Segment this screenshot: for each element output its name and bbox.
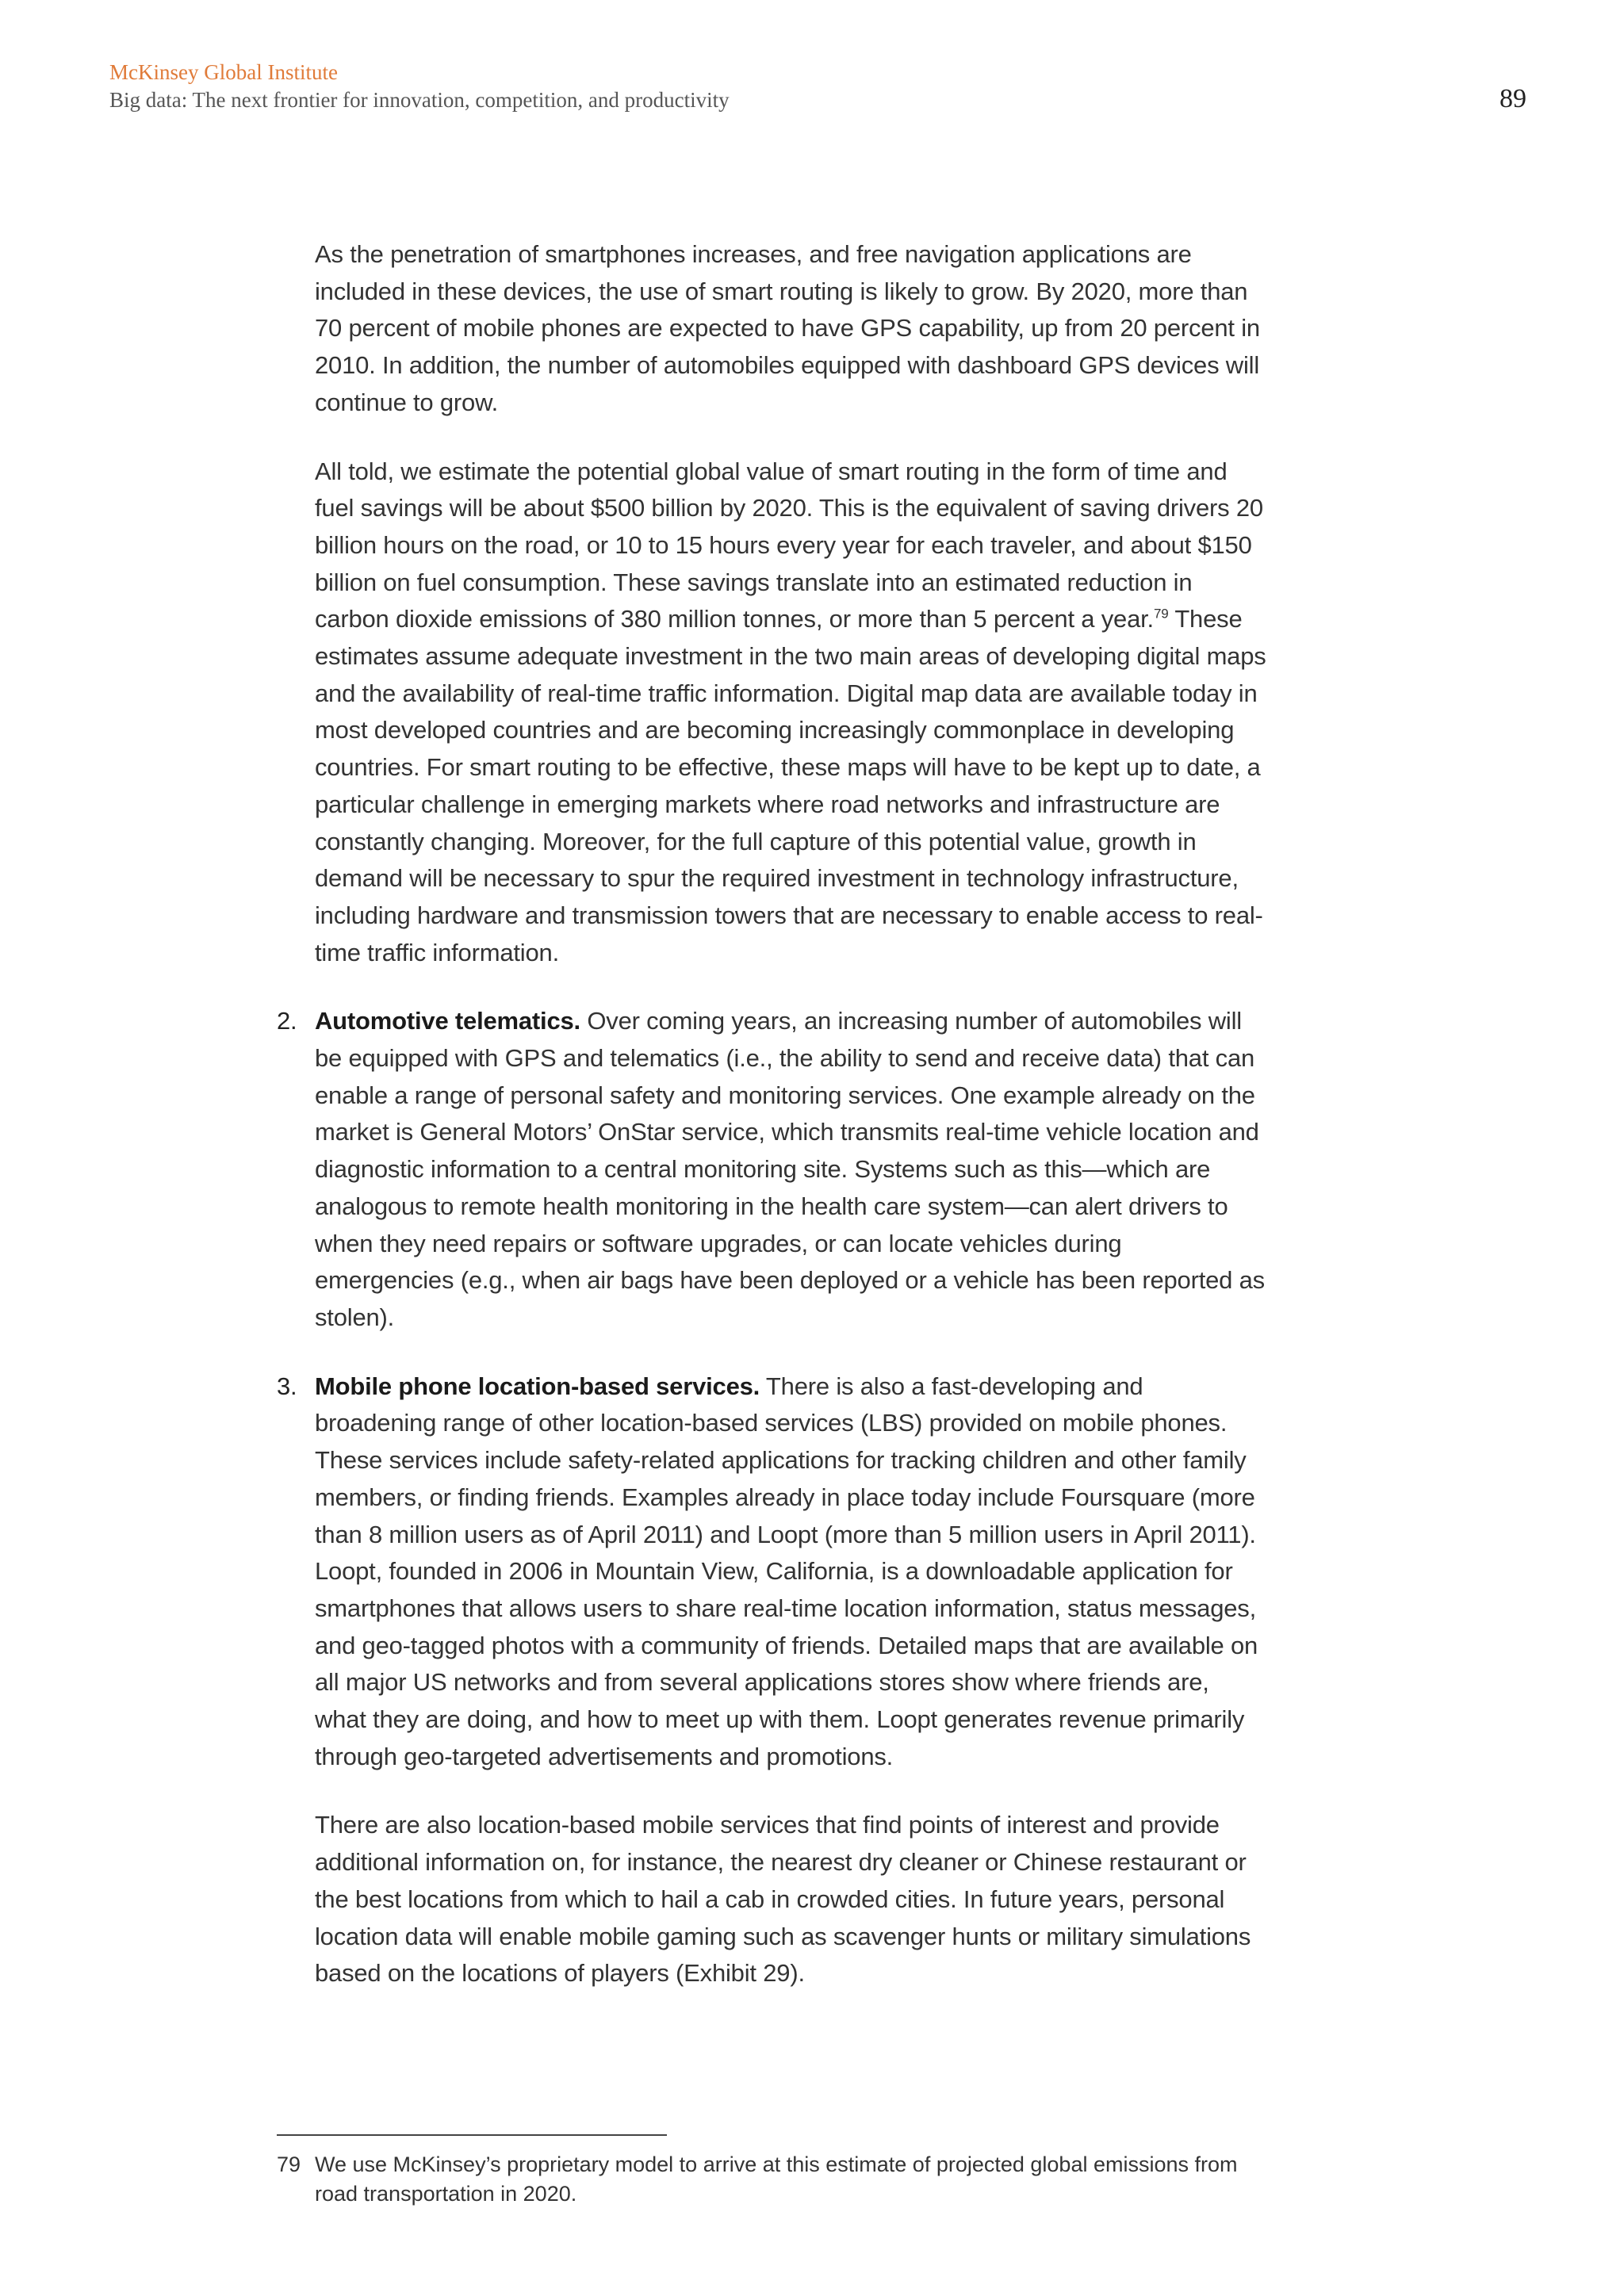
list-item-number: 3. — [277, 1372, 297, 1400]
list-item-heading: Mobile phone location-based services. — [315, 1372, 760, 1400]
running-header — [109, 59, 730, 114]
body-text — [277, 236, 1266, 2024]
paragraph-points-of-interest: There are also location-based mobile services that find points of interest and provide additional information on, for instance, the nearest dry cleaner or Chinese restaurant or the best locations from which to hail a cab in crowded cities. In future years, personal location data will enable mobile gaming such as scavenger hunts or military simulations based on the locations of players (Exhibit 29). — [315, 1811, 1251, 1988]
footnote-number: 79 — [277, 2152, 301, 2176]
paragraph-smart-routing-value — [315, 453, 1266, 972]
page-number: 89 — [1500, 84, 1526, 113]
list-item-heading: Automotive telematics. — [315, 1007, 580, 1035]
paragraph-smartphone-penetration: As the penetration of smartphones increases, and free navigation applications are included in these devices, the use of smart routing is likely to grow. By 2020, more than 70 percent of mobile phones are expected to have GPS capability, up from 20 percent in 2010. In addition, the number of automobiles equipped with dashboard GPS devices will continue to grow. — [315, 240, 1260, 416]
publisher-name: McKinsey Global Institute — [109, 60, 338, 84]
footnote — [277, 2150, 1268, 2209]
paragraph-text: These estimates assume adequate investment in the two main areas of developing digital maps and the availability of real-time traffic information. Digital map data are available today in most developed countries and are becoming increasingly commonplace in developing countries. For smart routing to be effective, these maps will have to be kept up to date, a particular challenge in emerging markets where road networks and infrastructure are constantly changing. Moreover, for the full capture of this potential value, growth in demand will be necessary to spur the required investment in technology infrastructure, including hardware and transmission towers that are necessary to enable access to real-time traffic information. — [315, 605, 1266, 966]
paragraph-text: All told, we estimate the potential global value of smart routing in the form of time and fuel savings will be about $500 billion by 2020. This is the equivalent of saving drivers 20 billion hours on the road, or 10 to 15 hours every year for each traveler, and about $150 billion on fuel consumption. These savings translate into an estimated reduction in carbon dioxide emissions of 380 million tonnes, or more than 5 percent a year. — [315, 457, 1263, 633]
footnote-divider — [277, 2134, 667, 2136]
list-item-number: 2. — [277, 1007, 297, 1035]
report-title: Big data: The next frontier for innovation, competition, and productivity — [109, 88, 730, 112]
list-item-location-based-services — [277, 1368, 1266, 1776]
list-item-text: There is also a fast-developing and broadening range of other location-based services (LBS) provided on mobile phones. These services include safety-related applications for tracking children and other family members, or finding friends. Examples already in place today include Foursquare (more than 8 million users as of April 2011) and Loopt (more than 5 million users in April 2011). Loopt, founded in 2006 in Mountain View, California, is a downloadable application for smartphones that allows users to share real-time location information, status messages, and geo-tagged photos with a community of friends. Detailed maps that are available on all major US networks and from several applications stores show where friends are, what they are doing, and how to meet up with them. Loopt generates revenue primarily through geo-targeted advertisements and promotions. — [315, 1372, 1258, 1770]
footnote-text: We use McKinsey’s proprietary model to arrive at this estimate of projected global emissions from road transportation in 2020. — [315, 2152, 1238, 2206]
footnote-reference: 79 — [1153, 607, 1169, 622]
list-item-text: Over coming years, an increasing number of automobiles will be equipped with GPS and telematics (i.e., the ability to send and receive data) that can enable a range of personal safety and monitoring services. One example already on the market is General Motors’ OnStar service, which transmits real-time vehicle location and diagnostic information to a central monitoring site. Systems such as this—which are analogous to remote health monitoring in the health care system—can alert drivers to when they need repairs or software upgrades, or can locate vehicles during emergencies (e.g., when air bags have been deployed or a vehicle has been reported as stolen). — [315, 1007, 1265, 1331]
list-item-automotive-telematics — [277, 1003, 1266, 1336]
